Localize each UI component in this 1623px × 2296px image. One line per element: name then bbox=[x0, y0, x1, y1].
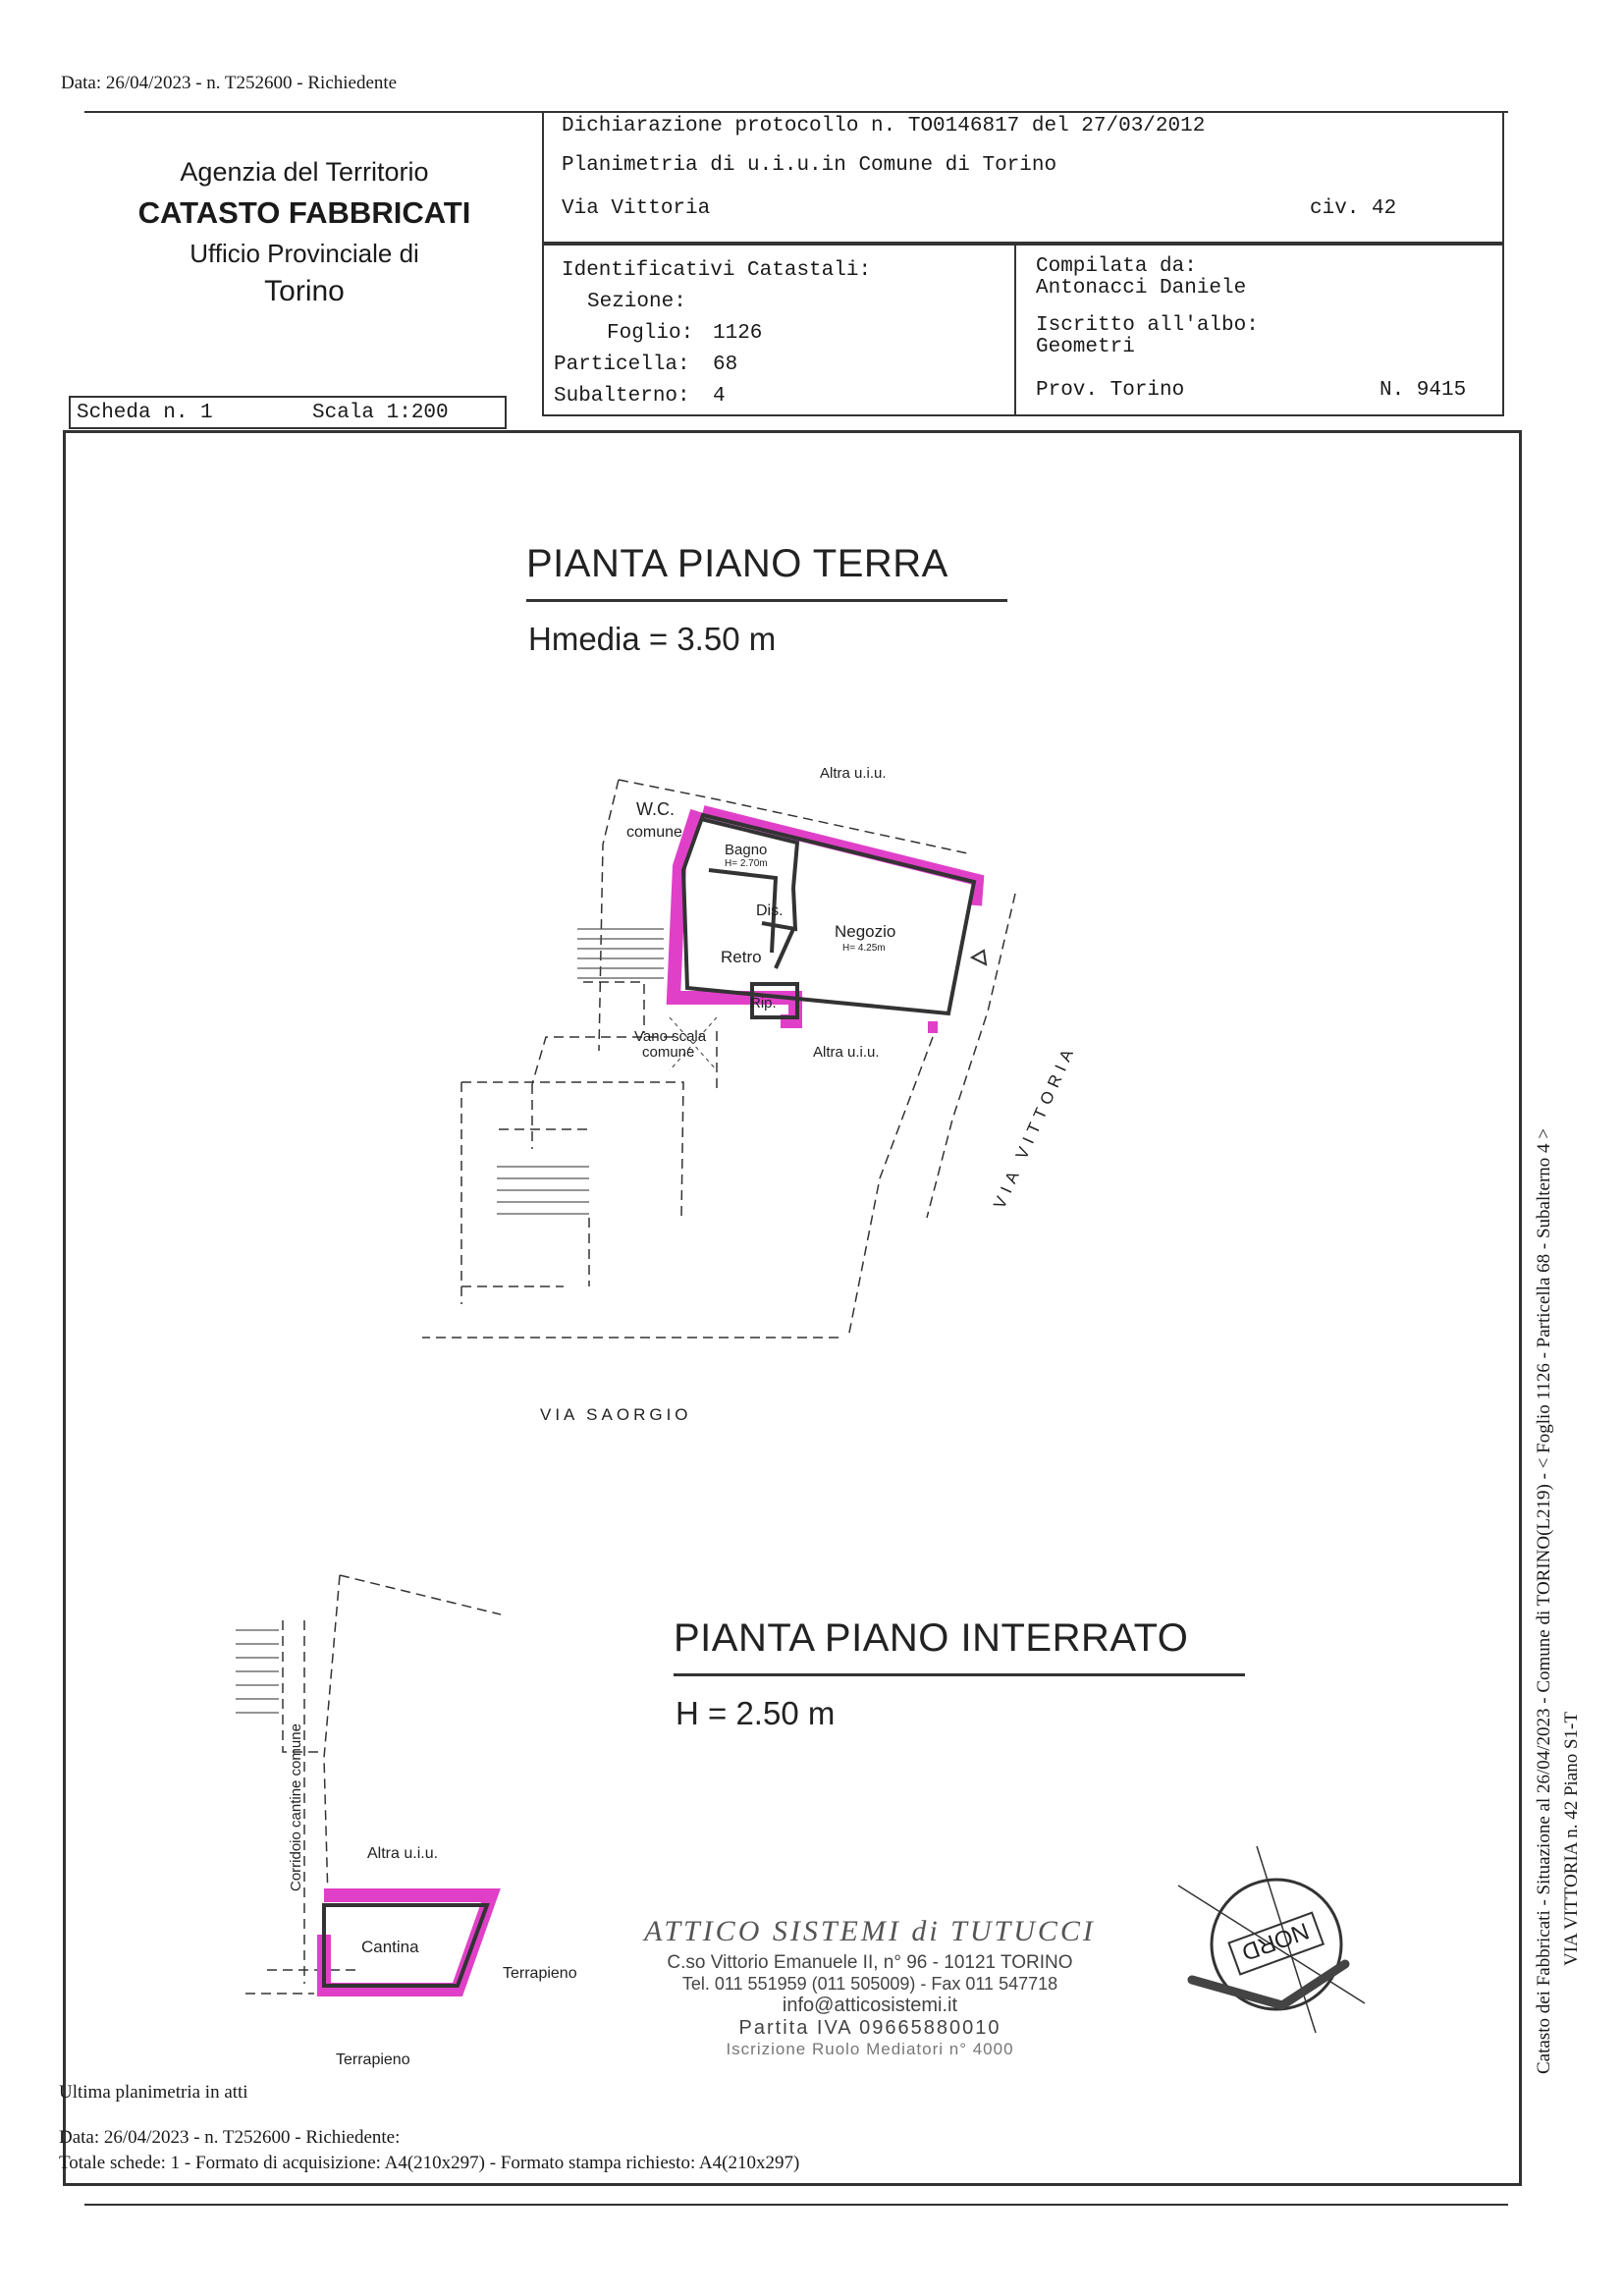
stamp-address: C.so Vittorio Emanuele II, n° 96 - 10121 TORINO bbox=[667, 1952, 1073, 1973]
sezione-label: Sezione: bbox=[587, 291, 686, 313]
civic-number: civ. 42 bbox=[1310, 197, 1397, 220]
label-rip: Rip. bbox=[750, 995, 777, 1011]
office-label: Ufficio Provinciale di bbox=[189, 239, 419, 268]
albo-number: N. 9415 bbox=[1380, 379, 1467, 402]
label-terrapieno-right: Terrapieno bbox=[503, 1965, 577, 1982]
basement-stairs bbox=[236, 1630, 279, 1713]
label-dis: Dis. bbox=[756, 902, 784, 919]
label-vano-comune: comune bbox=[642, 1044, 695, 1061]
scheda-box bbox=[69, 396, 507, 429]
label-corridoio: Corridoio cantine comune bbox=[288, 1723, 304, 1891]
label-vano-scala: Vano scala bbox=[634, 1028, 707, 1045]
label-via-vittoria: VIA VITTORIA bbox=[990, 1041, 1080, 1212]
header-request-line: Data: 26/04/2023 - n. T252600 - Richiedente bbox=[61, 73, 398, 93]
province: Prov. Torino bbox=[1036, 379, 1185, 402]
albo-value: Geometri bbox=[1036, 336, 1135, 358]
label-bagno: Bagno bbox=[725, 842, 768, 858]
basement-height: H = 2.50 m bbox=[676, 1695, 836, 1731]
stamp-email: info@atticosistemi.it bbox=[782, 1995, 958, 2016]
label-retro: Retro bbox=[721, 948, 762, 966]
side-cadastral-info: Catasto dei Fabbricati - Situazione al 26/04/2023 - Comune di TORINO(L219) - < Foglio 1126 - Particella 68 - Subalterno 4 > bbox=[1534, 1127, 1554, 2074]
agency-name: Agenzia del Territorio bbox=[180, 157, 429, 187]
ground-floor-title-underline bbox=[526, 599, 1007, 602]
label-bagno-height: H= 2.70m bbox=[725, 858, 768, 869]
stamp-registration: Iscrizione Ruolo Mediatori n° 4000 bbox=[726, 2040, 1014, 2058]
scheda-number: Scheda n. 1 bbox=[77, 402, 213, 424]
planimetry-line: Planimetria di u.i.u.in Comune di Torino bbox=[562, 154, 1057, 177]
identifiers-box bbox=[542, 244, 1016, 416]
identifiers-heading: Identificativi Catastali: bbox=[562, 259, 872, 282]
catasto-title: CATASTO FABBRICATI bbox=[137, 195, 471, 230]
stair-hatching bbox=[497, 929, 717, 1214]
basement-title: PIANTA PIANO INTERRATO bbox=[674, 1616, 1189, 1660]
footer-format: Totale schede: 1 - Formato di acquisizione: A4(210x297) - Formato stampa richiesto: A4(210x297) bbox=[59, 2153, 800, 2173]
label-negozio-height: H= 4.25m bbox=[842, 943, 886, 954]
foglio-value: 1126 bbox=[713, 322, 763, 345]
label-via-saorgio: VIA SAORGIO bbox=[540, 1405, 692, 1424]
label-wc: W.C. bbox=[636, 799, 675, 819]
label-cantina: Cantina bbox=[361, 1938, 419, 1956]
agency-block bbox=[118, 157, 491, 308]
label-negozio: Negozio bbox=[835, 922, 896, 941]
subalterno-label: Subalterno: bbox=[554, 385, 690, 408]
side-address-info: VIA VITTORIA n. 42 Piano S1-T bbox=[1561, 1712, 1582, 1966]
footer-request: Data: 26/04/2023 - n. T252600 - Richiedente: bbox=[59, 2127, 401, 2148]
protocol-line: Dichiarazione protocollo n. TO0146817 del 27/03/2012 bbox=[562, 115, 1206, 137]
label-wc-comune: comune bbox=[626, 824, 682, 841]
ground-floor-plan bbox=[422, 756, 1090, 1424]
albo-label: Iscritto all'albo: bbox=[1036, 314, 1259, 337]
stamp-vat: Partita IVA 09665880010 bbox=[738, 2017, 1001, 2039]
basement-title-underline bbox=[674, 1673, 1245, 1676]
compiler-box bbox=[1014, 244, 1504, 416]
label-terrapieno-bottom: Terrapieno bbox=[336, 2051, 410, 2068]
north-label: NORD bbox=[1237, 1916, 1313, 1966]
label-basement-altra: Altra u.i.u. bbox=[367, 1845, 439, 1862]
street-line: Via Vittoria bbox=[562, 197, 711, 220]
compiler-name: Antonacci Daniele bbox=[1036, 277, 1247, 300]
stamp-phone: Tel. 011 551959 (011 505009) - Fax 011 547718 bbox=[681, 1974, 1058, 1994]
office-city: Torino bbox=[264, 275, 345, 307]
ground-floor-title: PIANTA PIANO TERRA bbox=[526, 542, 948, 585]
footer-last-plan: Ultima planimetria in atti bbox=[59, 2082, 248, 2103]
north-symbol bbox=[1168, 1836, 1404, 2033]
bottom-trim-line bbox=[84, 2204, 1508, 2206]
ground-floor-height: Hmedia = 3.50 m bbox=[528, 621, 777, 657]
label-altra-top: Altra u.i.u. bbox=[820, 765, 887, 782]
entrance-arrow bbox=[972, 951, 986, 964]
professional-stamp bbox=[644, 1915, 1096, 2059]
particella-label: Particella: bbox=[554, 354, 690, 376]
declaration-box bbox=[542, 111, 1504, 244]
basement-plan bbox=[226, 1561, 638, 2092]
label-altra-bottom: Altra u.i.u. bbox=[813, 1044, 880, 1061]
subalterno-value: 4 bbox=[713, 385, 726, 408]
stamp-company: ATTICO SISTEMI di TUTUCCI bbox=[644, 1915, 1096, 1947]
scale-label: Scala 1:200 bbox=[312, 402, 449, 424]
foglio-label: Foglio: bbox=[607, 322, 694, 345]
compiler-label: Compilata da: bbox=[1036, 255, 1197, 278]
particella-value: 68 bbox=[713, 354, 738, 376]
basement-dashed bbox=[245, 1575, 501, 1994]
